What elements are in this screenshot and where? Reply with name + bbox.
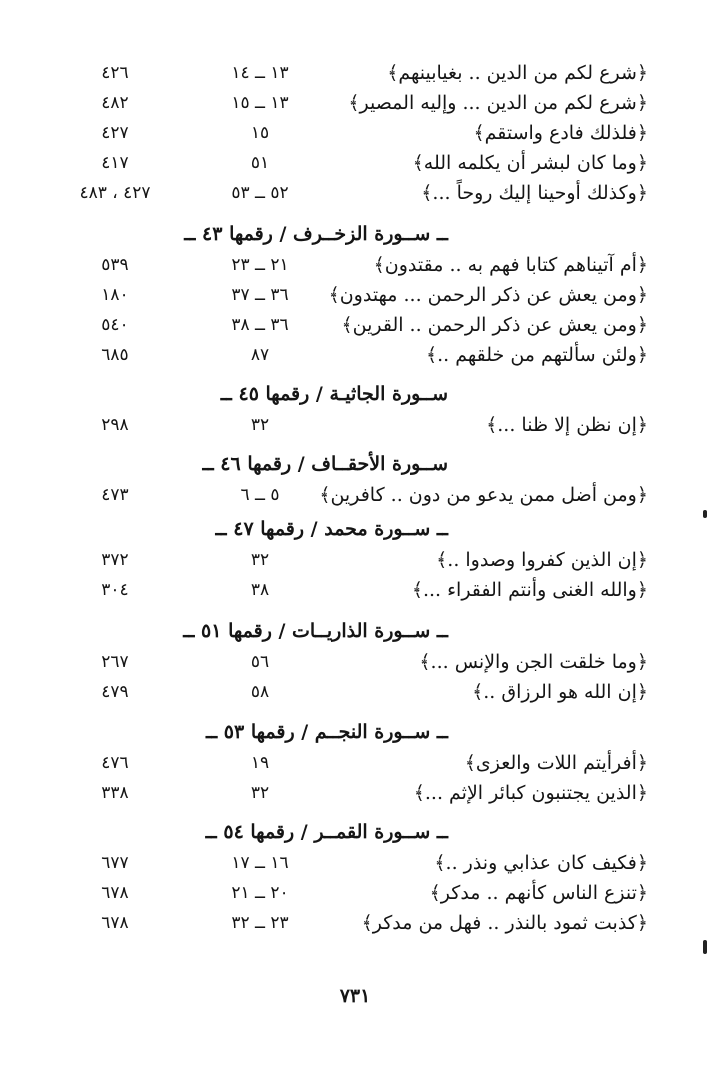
index-entry [0,545,710,575]
ayah-number: ١٩ [250,753,270,773]
index-entry [0,778,710,808]
verse-text: ﴿شرع لكم من الدين ... وإليه المصير﴾ [348,92,648,114]
surah-heading: ــ ســورة الزخــرف / رقمها ٤٣ ــ [184,223,448,245]
ayah-number: ٣٦ ــ ٣٧ [231,285,289,305]
ayah-number: ١٣ ــ ١٥ [231,93,289,113]
ayah-number: ١٦ ــ ١٧ [231,853,289,873]
ayah-number: ٣٢ [250,783,270,803]
verse-text: ﴿فكيف كان عذابي ونذر ..﴾ [434,852,648,874]
index-entry [0,647,710,677]
verse-text: ﴿أفرأيتم اللات والعزى﴾ [464,752,648,774]
index-entry [0,575,710,605]
verse-text: ﴿ومن يعش عن ذكر الرحمن ... مهتدون﴾ [328,284,648,306]
verse-text: ﴿شرع لكم من الدين .. بغيابينهم﴾ [387,62,648,84]
page-reference: ١٨٠ [101,285,129,305]
page-reference: ٦٧٨ [101,883,129,903]
ayah-number: ٢١ ــ ٢٣ [231,255,289,275]
verse-text: ﴿الذين يجتنبون كبائر الإثم ...﴾ [413,782,648,804]
ayah-number: ٣٢ [250,550,270,570]
ayah-number: ٥٢ ــ ٥٣ [231,183,289,203]
surah-heading: ــ ســورة القمــر / رقمها ٥٤ ــ [205,821,448,843]
ayah-number: ٥١ [250,153,270,173]
index-entry [0,410,710,440]
ayah-number: ٥٦ [250,652,270,672]
index-entry [0,878,710,908]
ayah-number: ٢٠ ــ ٢١ [231,883,289,903]
index-entry [0,677,710,707]
ayah-number: ٥ ــ ٦ [240,485,280,505]
index-entry [0,250,710,280]
verse-text: ﴿ومن يعش عن ذكر الرحمن .. القرين﴾ [341,314,648,336]
ayah-number: ٣٦ ــ ٣٨ [231,315,289,335]
verse-text: ﴿إن نظن إلا ظنا ...﴾ [486,414,648,436]
index-entry [0,88,710,118]
page-reference: ٣٧٢ [101,550,129,570]
index-entry [0,908,710,938]
page-reference: ٤٧٩ [101,682,129,702]
ayah-number: ١٥ [250,123,270,143]
verse-text: ﴿فلذلك فادع واستقم﴾ [473,122,648,144]
page-number: ٧٣١ [339,985,371,1007]
verse-text: ﴿تنزع الناس كأنهم .. مدكر﴾ [429,882,648,904]
page-reference: ٦٧٧ [101,853,129,873]
verse-text: ﴿إن الذين كفروا وصدوا ..﴾ [436,549,648,571]
index-entry [0,480,710,510]
ayah-number: ٨٧ [250,345,270,365]
page-reference: ٤٨٢ [101,93,129,113]
page-reference: ٥٤٠ [101,315,129,335]
page-reference: ٤٢٧ ، ٤٨٣ [79,183,151,203]
page-reference: ٦٧٨ [101,913,129,933]
page-reference: ٤١٧ [101,153,129,173]
page-reference: ٤٧٣ [101,485,129,505]
index-entry [0,118,710,148]
ayah-number: ٣٨ [250,580,270,600]
index-entry [0,148,710,178]
scan-mark [703,940,707,954]
ayah-number: ٥٨ [250,682,270,702]
page-reference: ٢٦٧ [101,652,129,672]
verse-text: ﴿والله الغنى وأنتم الفقراء ...﴾ [411,579,648,601]
index-entry [0,178,710,208]
page-reference: ٤٢٧ [101,123,129,143]
page-reference: ٤٢٦ [101,63,129,83]
verse-text: ﴿وكذلك أوحينا إليك روحاً ...﴾ [421,182,648,204]
verse-text: ﴿ومن أضل ممن يدعو من دون .. كافرين﴾ [319,484,648,506]
page-reference: ٣٣٨ [101,783,129,803]
page-reference: ٥٣٩ [101,255,129,275]
surah-heading: ــ ســورة محمد / رقمها ٤٧ ــ [215,518,448,540]
verse-text: ﴿أم آتيناهم كتابا فهم به .. مقتدون﴾ [373,254,648,276]
surah-heading: ــ ســورة الذاريــات / رقمها ٥١ ــ [183,620,448,642]
index-entry [0,280,710,310]
page-reference: ٤٧٦ [101,753,129,773]
verse-text: ﴿كذبت ثمود بالنذر .. فهل من مدكر﴾ [361,912,648,934]
page-reference: ٢٩٨ [101,415,129,435]
ayah-number: ٣٢ [250,415,270,435]
index-entry [0,848,710,878]
surah-heading: ســورة الجاثيـة / رقمها ٤٥ ــ [220,383,448,405]
ayah-number: ٢٣ ــ ٣٢ [231,913,289,933]
index-entry [0,748,710,778]
verse-text: ﴿وما كان لبشر أن يكلمه الله﴾ [412,152,648,174]
ayah-number: ١٣ ــ ١٤ [231,63,289,83]
index-entry [0,58,710,88]
index-entry [0,340,710,370]
verse-text: ﴿وما خلقت الجن والإنس ...﴾ [419,651,648,673]
index-entry [0,310,710,340]
scan-mark [703,510,707,518]
surah-heading: ســورة الأحقــاف / رقمها ٤٦ ــ [202,453,448,475]
verse-text: ﴿إن الله هو الرزاق ..﴾ [472,681,648,703]
verse-text: ﴿ولئن سألتهم من خلقهم ..﴾ [426,344,648,366]
page-reference: ٣٠٤ [101,580,129,600]
page-reference: ٦٨٥ [101,345,129,365]
surah-heading: ــ ســورة النجــم / رقمها ٥٣ ــ [206,721,448,743]
